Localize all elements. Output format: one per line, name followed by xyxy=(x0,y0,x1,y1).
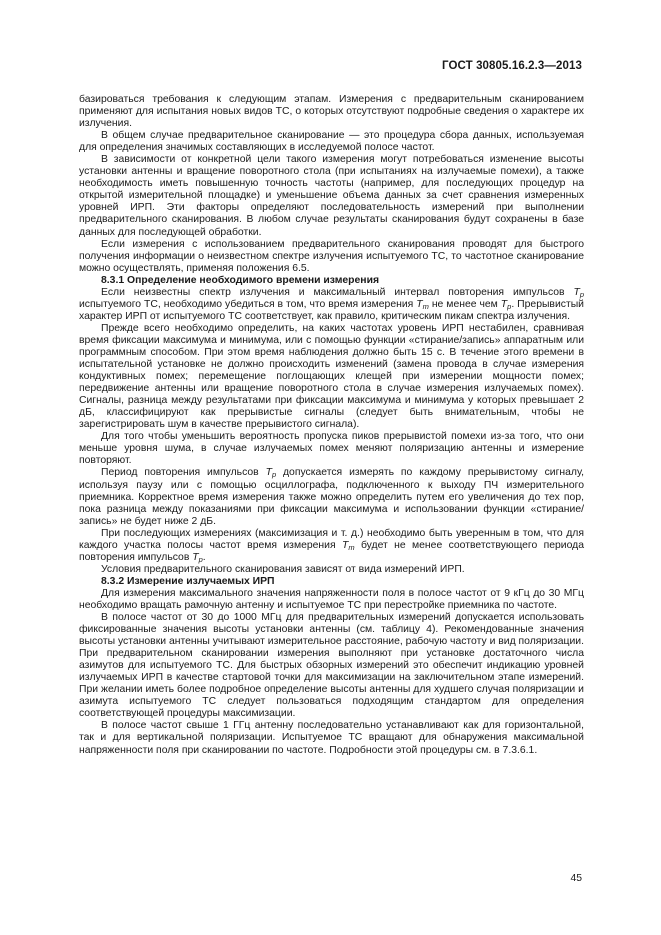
symbol-tp: $T_p$ xyxy=(192,551,203,564)
paragraph: Период повторения импульсов $T_p$ допускается измерять по каждому прерывистому сигналу, используя паузу или с помощью осциллографа, подключенного к выходу ПЧ измерительного приемника. Корректное время измерения также можно определить путем его увеличения до тех пор, пока разница между показаниями при фиксации максимума и использовании функции «стирание/запись» не будет ниже 2 дБ. xyxy=(79,467,584,527)
symbol-tm: $T_m$ xyxy=(416,298,429,311)
section-heading-8-3-2: 8.3.2 Измерение излучаемых ИРП xyxy=(101,575,275,587)
symbol-tp: $T_p$ xyxy=(265,467,277,480)
symbol-tp: $T_p$ xyxy=(573,286,584,299)
paragraph: Для измерения максимального значения напряженности поля в полосе частот от 9 кГц до 30 МГц необходимо вращать рамочную антенну и испытуемое ТС при перестройке приемника по частоте. xyxy=(79,587,584,611)
page-number: 45 xyxy=(570,873,582,884)
symbol-tp: $T_p$ xyxy=(500,298,512,311)
paragraph: Если неизвестны спектр излучения и максимальный интервал повторения импульсов $T_p$ испытуемого ТС, необходимо убедиться в том, что время измерения $T_m$ не менее чем $T_p$. Прерывистый характер ИРП от испытуемого ТС соответствует, как правило, критическим пикам спектра излучения. xyxy=(79,286,584,322)
paragraph: базироваться требования к следующим этапам. Измерения с предварительным сканированием применяют для испытания новых видов ТС, о которых отсутствуют подробные сведения о характере их излучения. xyxy=(79,94,584,130)
body-text xyxy=(79,94,584,757)
standard-header: ГОСТ 30805.16.2.3—2013 xyxy=(442,60,582,72)
paragraph: В зависимости от конкретной цели такого измерения могут потребоваться изменение высоты установки антенны и вращение поворотного стола (при испытаниях на излучаемые помехи), а также необходимость иметь повышенную точность частоты (например, для последующих процедур на открытой измерительной площадке) и уменьшение объема данных за счет сравнения измеренных уровней ИРП. Эти факторы определяют последовательность измерений при выполнении предварительного сканирования. В любом случае результаты сканирования будут сохранены в базе данных для последующей обработки. xyxy=(79,154,584,238)
paragraph: В полосе частот свыше 1 ГГц антенну последовательно устанавливают как для горизонтальной, так и для вертикальной поляризации. Испытуемое ТС вращают для обнаружения максимальной напряженности поля при сканировании по частоте. Подробности этой процедуры см. в 7.3.6.1. xyxy=(79,720,584,756)
paragraph: В общем случае предварительное сканирование — это процедура сбора данных, используемая для определения значимых составляющих в исследуемой полосе частот. xyxy=(79,130,584,154)
paragraph: В полосе частот от 30 до 1000 МГц для предварительных измерений допускается использовать фиксированные значения высоты установки антенны (см. таблицу 4). Рекомендованные значения высоты установки антенны учитывают измерительное расстояние, рабочую частоту и вид поляризации. При предварительном сканировании измерения выполняют при установке достаточного числа азимутов для испытуемого ТС. Для быстрых обзорных измерений это обеспечит индикацию уровней излучаемых ИРП в качестве стартовой точки для максимизации на заключительном этапе измерений. При желании иметь более подробное определение высоты антенны для худшего случая поляризации и азимута испытуемого ТС следует пользоваться подходящим стандартом для определения соответствующей процедуры максимизации. xyxy=(79,612,584,720)
paragraph: Если измерения с использованием предварительного сканирования проводят для быстрого получения информации о неизвестном спектре излучения испытуемого ТС, то частотное сканирование можно осуществлять, применяя положения 6.5. xyxy=(79,238,584,274)
paragraph: Прежде всего необходимо определить, на каких частотах уровень ИРП нестабилен, сравнивая время фиксации максимума и минимума, или с помощью функции «стирание/запись» аппаратным или программным способом. При этом время наблюдения должно быть 15 с. В течение этого времени в испытательной установке не должно происходить изменений (замена провода в случае измерения кондуктивных помех; перемещение поглощающих клещей при измерении мощности помех; передвижение антенны или вращение поворотного стола в случае измерения излучаемых помех). Сигналы, разница между результатами при фиксации максимума и минимума у которых превышает 2 дБ, классифицируют как прерывистые сигналы (следует быть внимательным, чтобы не зарегистрировать шум в качестве прерывистого сигнала). xyxy=(79,322,584,431)
symbol-tm: $T_m$ xyxy=(341,539,355,552)
paragraph: Условия предварительного сканирования зависят от вида измерений ИРП. xyxy=(101,563,465,575)
paragraph: При последующих измерениях (максимизация и т. д.) необходимо быть уверенным в том, что для каждого участка полосы частот время измерения $T_m$ будет не менее соответствующего периода повторения импульсов $T_p$. xyxy=(79,527,584,564)
paragraph: Для того чтобы уменьшить вероятность пропуска пиков прерывистой помехи из-за того, что они меньше уровня шума, в случае излучаемых помех меняют поляризацию антенны и измерение повторяют. xyxy=(79,431,584,467)
section-heading-8-3-1: 8.3.1 Определение необходимого времени измерения xyxy=(101,274,380,286)
